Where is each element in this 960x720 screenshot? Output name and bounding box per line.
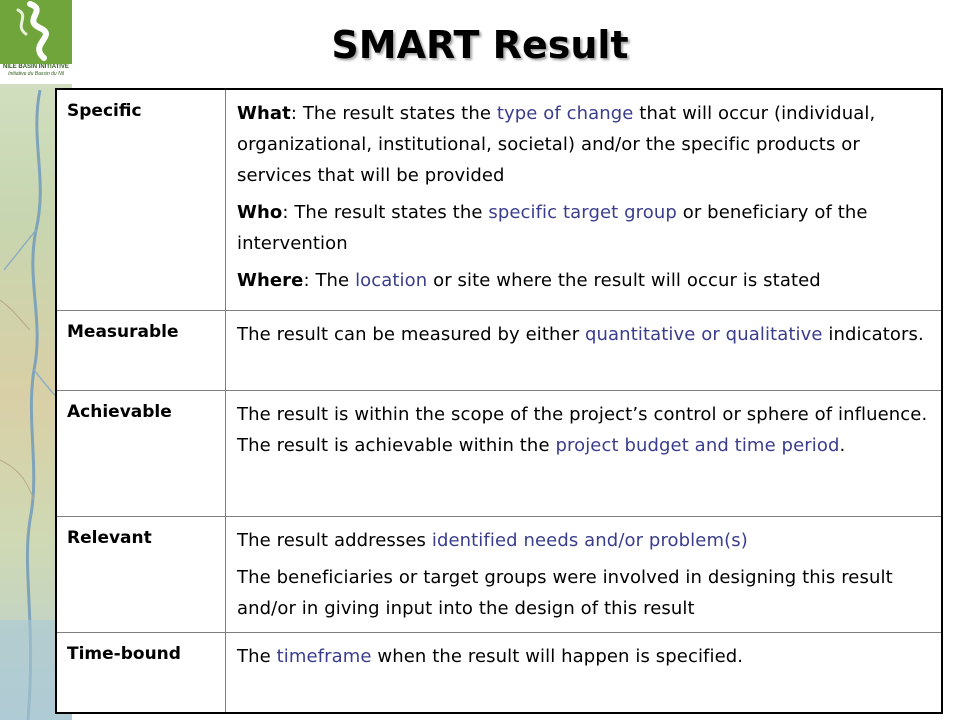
text-segment: The result is within the scope of the project’s control or sphere of influence. The result is achievable within the	[237, 403, 928, 456]
text-segment: or site where the result will occur is stated	[427, 270, 821, 291]
criterion-description	[226, 516, 943, 632]
text-segment: that will occur (individual, organizational, institutional, societal) and/or the specific products or services that will be provided	[237, 103, 876, 186]
highlighted-phrase: quantitative or qualitative	[585, 323, 823, 345]
text-segment: : The result states the	[282, 202, 489, 223]
criterion-term: Specific	[56, 89, 226, 310]
text-segment: The result can be measured by either	[237, 323, 586, 345]
highlighted-phrase: project budget and time period	[555, 434, 840, 456]
text-segment: when the result will happen is specified.	[371, 645, 744, 667]
criterion-term: Achievable	[56, 390, 226, 516]
criterion-term: Measurable	[56, 310, 226, 390]
paragraph-lead: Where	[237, 270, 304, 291]
table-row	[56, 390, 942, 516]
text-segment: indicators.	[822, 323, 924, 345]
text-segment: The result addresses	[237, 529, 432, 551]
table-row	[56, 632, 942, 713]
table-row	[56, 310, 942, 390]
criterion-description	[226, 390, 943, 516]
text-segment: : The	[303, 270, 356, 291]
text-segment: : The result states the	[290, 103, 497, 124]
text-segment: The	[237, 645, 277, 667]
criterion-term: Relevant	[56, 516, 226, 632]
description-paragraph	[237, 319, 929, 350]
logo-line1: NILE BASIN INITIATIVE	[3, 64, 69, 70]
smart-table-body	[56, 89, 942, 713]
description-paragraph	[237, 265, 929, 296]
description-paragraph	[237, 98, 929, 191]
criterion-description	[226, 632, 943, 713]
text-segment: or beneficiary of the intervention	[237, 202, 868, 254]
table-row	[56, 89, 942, 310]
criterion-description	[226, 310, 943, 390]
page-title: SMART Result	[331, 23, 629, 67]
table-row	[56, 516, 942, 632]
highlighted-phrase: identified needs and/or problem(s)	[431, 529, 748, 551]
text-segment: .	[839, 434, 846, 456]
highlighted-phrase: timeframe	[276, 645, 372, 667]
highlighted-phrase: location	[355, 270, 428, 291]
criterion-term: Time-bound	[56, 632, 226, 713]
description-paragraph	[237, 197, 929, 259]
description-paragraph	[237, 641, 929, 672]
description-paragraph	[237, 562, 929, 624]
criterion-description	[226, 89, 943, 310]
paragraph-lead: What	[237, 103, 291, 124]
highlighted-phrase: type of change	[496, 103, 634, 124]
description-paragraph	[237, 525, 929, 556]
paragraph-lead: Who	[237, 202, 283, 223]
logo-line2: Initiative du Bassin du Nil	[8, 71, 64, 77]
text-segment: The beneficiaries or target groups were involved in designing this result and/or in giving input into the design of this result	[237, 566, 893, 619]
description-paragraph	[237, 399, 929, 461]
smart-table	[55, 88, 943, 714]
highlighted-phrase: specific target group	[488, 202, 677, 223]
